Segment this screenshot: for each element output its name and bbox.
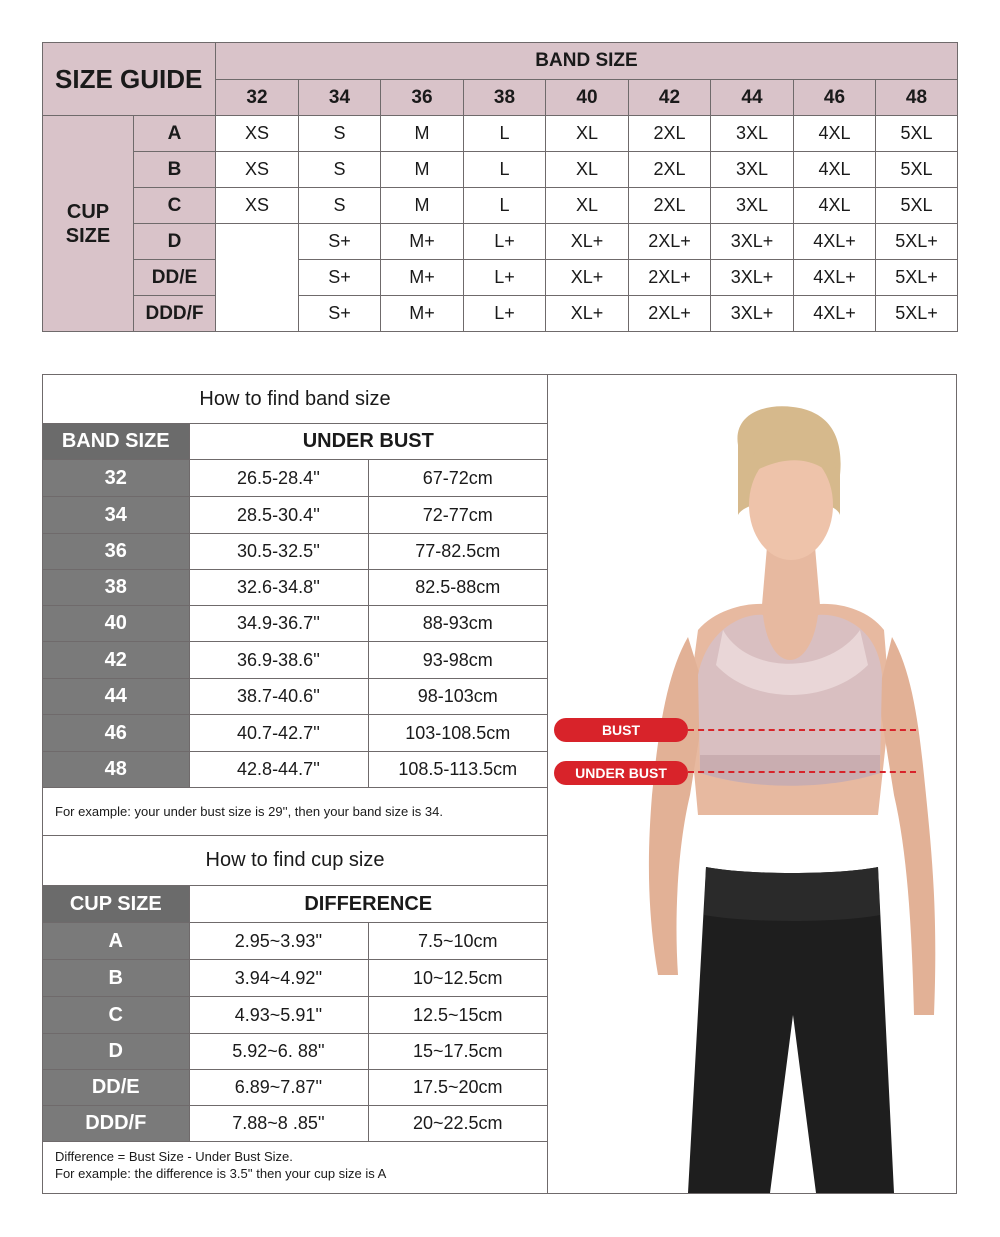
- size-cell: M: [381, 116, 464, 152]
- size-cell: L+: [464, 260, 546, 296]
- bust-line: [688, 729, 916, 731]
- size-cell: S: [299, 188, 381, 224]
- table-row: [43, 923, 547, 960]
- inch-range: 26.5-28.4'': [189, 460, 368, 497]
- table-row: [43, 715, 547, 752]
- size-row-dd-e: [43, 260, 958, 296]
- cup-value: B: [43, 960, 189, 997]
- size-cell: XL: [546, 116, 629, 152]
- size-guide-table: [42, 42, 958, 332]
- size-cell: L: [464, 116, 546, 152]
- size-cell: S+: [299, 224, 381, 260]
- cm-range: 93-98cm: [368, 642, 547, 679]
- band-32: 32: [216, 80, 299, 116]
- table-row: [43, 1070, 547, 1106]
- cm-range: 20~22.5cm: [368, 1106, 547, 1142]
- size-cell: XS: [216, 188, 299, 224]
- size-cell: S: [299, 116, 381, 152]
- table-row: [43, 679, 547, 715]
- inch-range: 5.92~6. 88'': [189, 1034, 368, 1070]
- size-cell: 5XL: [876, 116, 958, 152]
- cup-value: DDD/F: [43, 1106, 189, 1142]
- size-cell: 3XL+: [711, 224, 794, 260]
- size-cell: L+: [464, 224, 546, 260]
- cm-range: 15~17.5cm: [368, 1034, 547, 1070]
- size-cell: M+: [381, 260, 464, 296]
- under-bust-label: UNDER BUST: [554, 761, 688, 785]
- size-cell: XL: [546, 188, 629, 224]
- band-size-table: [43, 375, 547, 836]
- band-value: 34: [43, 497, 189, 534]
- size-guide-title: SIZE GUIDE: [43, 43, 216, 116]
- size-cell: L: [464, 188, 546, 224]
- size-cell: 4XL+: [794, 296, 876, 332]
- table-row: [43, 1106, 547, 1142]
- size-cell: 3XL+: [711, 296, 794, 332]
- size-cell: S+: [299, 296, 381, 332]
- size-cell: XL+: [546, 296, 629, 332]
- size-cell: 4XL: [794, 116, 876, 152]
- size-cell: XL: [546, 152, 629, 188]
- size-row-c: [43, 188, 958, 224]
- cup-value: C: [43, 997, 189, 1034]
- measurement-tables: [43, 375, 548, 1193]
- size-cell: XS: [216, 116, 299, 152]
- size-cell: 2XL+: [629, 260, 711, 296]
- under-bust-column-header: UNDER BUST: [189, 424, 547, 460]
- cm-range: 88-93cm: [368, 606, 547, 642]
- size-row-a: [43, 116, 958, 152]
- size-cell: M+: [381, 224, 464, 260]
- cup-letter: DDD/F: [134, 296, 216, 332]
- cup-note-line2: For example: the difference is 3.5'' then your cup size is A: [55, 1166, 387, 1182]
- cm-range: 7.5~10cm: [368, 923, 547, 960]
- size-cell: 5XL+: [876, 224, 958, 260]
- inch-range: 34.9-36.7'': [189, 606, 368, 642]
- inch-range: 4.93~5.91'': [189, 997, 368, 1034]
- cup-value: DD/E: [43, 1070, 189, 1106]
- size-cell: 4XL: [794, 188, 876, 224]
- cm-range: 10~12.5cm: [368, 960, 547, 997]
- band-value: 38: [43, 570, 189, 606]
- inch-range: 2.95~3.93'': [189, 923, 368, 960]
- cup-letter: C: [134, 188, 216, 224]
- band-40: 40: [546, 80, 629, 116]
- size-cell: M: [381, 188, 464, 224]
- inch-range: 40.7-42.7'': [189, 715, 368, 752]
- band-38: 38: [464, 80, 546, 116]
- cup-letter: DD/E: [134, 260, 216, 296]
- band-value: 48: [43, 752, 189, 788]
- size-cell: XL+: [546, 224, 629, 260]
- size-cell: 2XL: [629, 188, 711, 224]
- size-row-b: [43, 152, 958, 188]
- inch-range: 32.6-34.8'': [189, 570, 368, 606]
- size-cell: 5XL: [876, 152, 958, 188]
- table-row: [43, 960, 547, 997]
- size-cell: 3XL: [711, 116, 794, 152]
- band-value: 40: [43, 606, 189, 642]
- waistband-shape: [704, 867, 880, 921]
- size-cell: 3XL: [711, 188, 794, 224]
- cup-example-note: [43, 1142, 547, 1189]
- size-cell: 5XL+: [876, 296, 958, 332]
- cup-value: D: [43, 1034, 189, 1070]
- band-size-header: BAND SIZE: [216, 43, 958, 80]
- cm-range: 72-77cm: [368, 497, 547, 534]
- inch-range: 30.5-32.5'': [189, 534, 368, 570]
- size-cell: L+: [464, 296, 546, 332]
- inch-range: 3.94~4.92'': [189, 960, 368, 997]
- cup-note-line1: Difference = Bust Size - Under Bust Size.: [55, 1149, 293, 1165]
- cm-range: 108.5-113.5cm: [368, 752, 547, 788]
- size-cell: 2XL: [629, 116, 711, 152]
- band-44: 44: [711, 80, 794, 116]
- table-row: [43, 752, 547, 788]
- size-cell: 2XL: [629, 152, 711, 188]
- measurement-panel: [42, 374, 957, 1194]
- cm-range: 82.5-88cm: [368, 570, 547, 606]
- size-cell: S: [299, 152, 381, 188]
- cup-size-label: [43, 116, 134, 332]
- model-figure: [548, 375, 956, 1193]
- cup-size-table: [43, 836, 547, 1189]
- table-row: [43, 997, 547, 1034]
- table-row: [43, 534, 547, 570]
- table-row: [43, 570, 547, 606]
- band-34: 34: [299, 80, 381, 116]
- cm-range: 67-72cm: [368, 460, 547, 497]
- size-cell: XS: [216, 152, 299, 188]
- size-cell: M+: [381, 296, 464, 332]
- size-cell: 2XL+: [629, 224, 711, 260]
- right-arm-shape: [878, 637, 935, 1015]
- band-value: 32: [43, 460, 189, 497]
- band-value: 42: [43, 642, 189, 679]
- size-row-ddd-f: [43, 296, 958, 332]
- cm-range: 103-108.5cm: [368, 715, 547, 752]
- empty-band-32-cell: [216, 224, 299, 332]
- inch-range: 36.9-38.6'': [189, 642, 368, 679]
- size-cell: L: [464, 152, 546, 188]
- inch-range: 38.7-40.6'': [189, 679, 368, 715]
- under-bust-line: [688, 771, 916, 773]
- band-48: 48: [876, 80, 958, 116]
- cm-range: 77-82.5cm: [368, 534, 547, 570]
- size-row-d: [43, 224, 958, 260]
- band-size-column-header: BAND SIZE: [43, 424, 189, 460]
- inch-range: 7.88~8 .85'': [189, 1106, 368, 1142]
- band-46: 46: [794, 80, 876, 116]
- size-cell: M: [381, 152, 464, 188]
- bust-label: BUST: [554, 718, 688, 742]
- band-example-note: For example: your under bust size is 29'', then your band size is 34.: [43, 788, 547, 836]
- cup-value: A: [43, 923, 189, 960]
- band-42: 42: [629, 80, 711, 116]
- cup-label-line2: SIZE: [65, 224, 111, 247]
- size-cell: 5XL+: [876, 260, 958, 296]
- difference-column-header: DIFFERENCE: [189, 886, 547, 923]
- size-cell: S+: [299, 260, 381, 296]
- cup-letter: B: [134, 152, 216, 188]
- size-cell: 2XL+: [629, 296, 711, 332]
- size-cell: 4XL+: [794, 224, 876, 260]
- table-row: [43, 497, 547, 534]
- cup-section-title: How to find cup size: [43, 836, 547, 886]
- size-cell: 3XL: [711, 152, 794, 188]
- table-row: [43, 460, 547, 497]
- size-cell: 4XL+: [794, 260, 876, 296]
- inch-range: 28.5-30.4'': [189, 497, 368, 534]
- inch-range: 42.8-44.7'': [189, 752, 368, 788]
- table-row: [43, 642, 547, 679]
- band-value: 44: [43, 679, 189, 715]
- size-cell: 4XL: [794, 152, 876, 188]
- cm-range: 17.5~20cm: [368, 1070, 547, 1106]
- table-row: [43, 606, 547, 642]
- cup-letter: A: [134, 116, 216, 152]
- cm-range: 98-103cm: [368, 679, 547, 715]
- size-cell: 5XL: [876, 188, 958, 224]
- band-section-title: How to find band size: [43, 375, 547, 424]
- band-value: 46: [43, 715, 189, 752]
- band-36: 36: [381, 80, 464, 116]
- band-value: 36: [43, 534, 189, 570]
- table-row: [43, 1034, 547, 1070]
- cup-label-line1: CUP: [66, 200, 110, 223]
- cup-size-column-header: CUP SIZE: [43, 886, 189, 923]
- cm-range: 12.5~15cm: [368, 997, 547, 1034]
- cup-letter: D: [134, 224, 216, 260]
- inch-range: 6.89~7.87'': [189, 1070, 368, 1106]
- size-cell: XL+: [546, 260, 629, 296]
- size-cell: 3XL+: [711, 260, 794, 296]
